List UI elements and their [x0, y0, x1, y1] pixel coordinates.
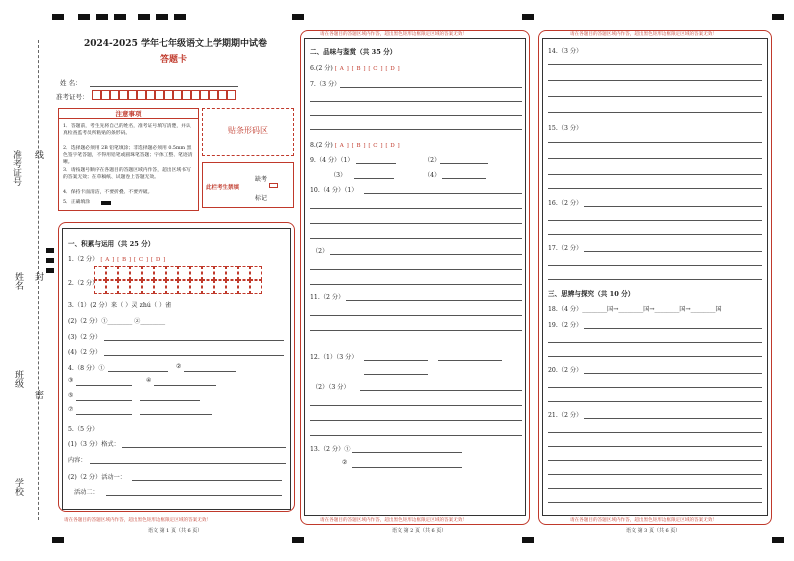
q10-line-3[interactable]: [310, 223, 522, 224]
q4-7-label: ⑦: [68, 406, 74, 413]
q1-options[interactable]: [ A ] [ B ] [ C ] [ D ]: [100, 257, 166, 263]
section-3-title: 三、思辨与探究（共 10 分）: [548, 290, 635, 298]
q6-options[interactable]: [ A ] [ B ] [ C ] [ D ]: [334, 66, 401, 72]
q16-line-2[interactable]: [548, 220, 762, 221]
q19-line-2[interactable]: [548, 342, 762, 343]
page-footer-3: 语文 第 3 页（共 6 页）: [626, 528, 681, 534]
q2-label: 2.（2 分）: [68, 280, 99, 287]
side-label-exam-no: 准考证号: [11, 150, 21, 186]
absent-mark-label: 缺考: [255, 176, 268, 183]
page-footer-1: 语文 第 1 页（共 6 页）: [148, 528, 203, 534]
section-2-title: 二、品味与鉴赏（共 35 分）: [310, 48, 397, 56]
q5-activity2-line[interactable]: [106, 495, 282, 496]
q7-label: 7.（3 分）: [310, 81, 341, 88]
side-mark: [46, 268, 54, 273]
q11-line-1[interactable]: [346, 300, 522, 301]
q4-2-label: ②: [176, 363, 182, 370]
q3-4-label: (4)（2 分）: [68, 349, 102, 356]
q5-content-line[interactable]: [90, 463, 286, 464]
q14-line-1[interactable]: [548, 64, 762, 65]
q4-4-line[interactable]: [154, 385, 216, 386]
alignment-mark: [292, 537, 304, 543]
q12-2-line-2[interactable]: [310, 405, 522, 406]
q11-line-2[interactable]: [310, 315, 522, 316]
q21-line-2[interactable]: [548, 432, 762, 433]
q10-label: 10.（4 分）（1）: [310, 187, 358, 194]
notice-box: [58, 108, 199, 211]
fill-sample: [101, 201, 111, 205]
name-field[interactable]: [90, 86, 238, 87]
q10-line-5[interactable]: [330, 254, 522, 255]
q12-2-line-1[interactable]: [360, 390, 522, 391]
q13-2-label: ②: [342, 459, 348, 466]
q16-line-1[interactable]: [584, 206, 762, 207]
q4-4-label: ④: [146, 377, 152, 384]
q12-2-label: （2）（3 分）: [312, 384, 350, 391]
alignment-mark: [78, 14, 90, 20]
q16-line-3[interactable]: [548, 234, 762, 235]
q20-line-1[interactable]: [584, 373, 762, 374]
q9-4-line[interactable]: [442, 178, 486, 179]
q17-line-1[interactable]: [584, 251, 762, 252]
q9-label: 9.（4 分）（1）: [310, 157, 354, 164]
q14-line-4[interactable]: [548, 112, 762, 113]
q15-label: 15.（3 分）: [548, 125, 583, 132]
q16-label: 16.（2 分）: [548, 200, 583, 207]
q9-1-line[interactable]: [356, 163, 396, 164]
alignment-mark: [772, 537, 784, 543]
q5-label: 5.（5 分）: [68, 426, 99, 433]
col2-notice-bottom: 请在各题目的答题区域内作答，超出黑色矩形边框限定区域的答案无效！: [320, 518, 468, 523]
q3-4-answer-line[interactable]: [104, 355, 284, 356]
q17-label: 17.（2 分）: [548, 245, 583, 252]
absent-mark-label2: 标记: [255, 195, 268, 202]
q2-writing-grid[interactable]: [94, 266, 270, 294]
side-label-line: 线: [33, 150, 43, 159]
q9-3-line[interactable]: [354, 178, 394, 179]
exam-no-label: 准考证号：: [56, 93, 89, 101]
q21-line-1[interactable]: [584, 418, 762, 419]
q9-2-line[interactable]: [440, 163, 488, 164]
alignment-mark: [138, 14, 150, 20]
alignment-mark: [292, 14, 304, 20]
q12-2-line-4[interactable]: [310, 435, 522, 436]
q3-3-answer-line[interactable]: [104, 340, 284, 341]
q4-label: 4.（8 分）①: [68, 365, 105, 372]
page-footer-2: 语文 第 2 页（共 6 页）: [392, 528, 447, 534]
alignment-mark: [52, 14, 64, 20]
q13-label: 13.（2 分）①: [310, 446, 351, 453]
q1-label: 1.（2 分） [ A ] [ B ] [ C ] [ D ]: [68, 256, 166, 263]
q18-label[interactable]: 18.（4 分）________国→________国→________国→________国: [548, 306, 722, 313]
alignment-mark: [174, 14, 186, 20]
q3-3-label: (3)（2 分）: [68, 334, 102, 341]
q12-1-line-b[interactable]: [438, 360, 502, 361]
q12-1-line-c[interactable]: [364, 374, 428, 375]
q4-5-line[interactable]: [76, 400, 132, 401]
alignment-mark: [96, 14, 108, 20]
q12-2-line-3[interactable]: [310, 420, 522, 421]
barcode-area: [202, 108, 294, 156]
q10-line-1[interactable]: [364, 193, 522, 194]
q12-label: 12.（1）（3 分）: [310, 354, 358, 361]
barcode-label: 贴条形码区: [228, 126, 268, 135]
q4-3-line[interactable]: [76, 385, 132, 386]
q19-line-3[interactable]: [548, 356, 762, 357]
q15-line-1[interactable]: [548, 142, 762, 143]
q11-line-3[interactable]: [310, 330, 522, 331]
q6-label: 6.(2 分) [ A ] [ B ] [ C ] [ D ]: [310, 65, 401, 72]
q14-line-3[interactable]: [548, 96, 762, 97]
side-label-secret: 密: [33, 390, 43, 399]
q5-content-label: 内容：: [68, 457, 87, 464]
q21-line-3[interactable]: [548, 446, 762, 447]
q20-label: 20.（2 分）: [548, 367, 583, 374]
q10-2-label: （2）: [312, 248, 329, 255]
q7-line-4[interactable]: [310, 129, 522, 130]
side-label-school: 学校: [13, 478, 23, 496]
q7-line-3[interactable]: [310, 115, 522, 116]
alignment-mark: [156, 14, 168, 20]
q15-line-3[interactable]: [548, 174, 762, 175]
page-subtitle: 答题卡: [160, 55, 188, 65]
q15-line-2[interactable]: [548, 158, 762, 159]
q3-1-label: 3.（1）(2 分）来（ ）灵 zhú（ ）雀: [68, 302, 172, 309]
side-label-name: 姓名: [13, 272, 23, 290]
side-mark: [46, 258, 54, 263]
q20-line-2[interactable]: [548, 387, 762, 388]
notice-item-5: 5．正确填涂: [63, 200, 91, 205]
q8-label: 8.(2 分) [ A ] [ B ] [ C ] [ D ]: [310, 142, 401, 149]
q4-1-line[interactable]: [108, 371, 168, 372]
q17-line-2[interactable]: [548, 265, 762, 266]
q21-line-6[interactable]: [548, 488, 762, 489]
q11-label: 11.（2 分）: [310, 294, 345, 301]
q15-line-4[interactable]: [548, 188, 762, 189]
q4-5-label: ⑤: [68, 392, 74, 399]
q20-line-3[interactable]: [548, 401, 762, 402]
q7-line-2[interactable]: [310, 101, 522, 102]
q21-line-4[interactable]: [548, 460, 762, 461]
notice-item-1: 1．答题前，考生先将自己的姓名，准考证号填写清楚，并认真检查监考员所粘贴的条形码。: [63, 124, 191, 136]
alignment-mark: [772, 14, 784, 20]
name-label: 姓 名：: [60, 79, 82, 87]
q5-2b-label: 活动二：: [74, 489, 99, 496]
q9-2-label: （2）: [424, 157, 441, 164]
col3-notice-top: 请在各题目的答题区域内作答，超出黑色矩形边框限定区域的答案无效！: [570, 32, 718, 37]
q4-7-line[interactable]: [76, 414, 132, 415]
q13-1-line[interactable]: [352, 452, 462, 453]
absent-label: 此栏考生禁填: [206, 185, 240, 191]
q8-options[interactable]: [ A ] [ B ] [ C ] [ D ]: [334, 143, 401, 149]
q5-activity1-line[interactable]: [132, 480, 282, 481]
notice-title: 注意事项: [59, 109, 198, 119]
q14-line-2[interactable]: [548, 80, 762, 81]
alignment-mark: [522, 537, 534, 543]
side-label-seal: 封: [33, 272, 43, 281]
q21-line-5[interactable]: [548, 474, 762, 475]
q10-line-2[interactable]: [310, 208, 522, 209]
q10-line-6[interactable]: [310, 269, 522, 270]
q5-1-label: (1)（3 分）格式：: [68, 441, 120, 448]
alignment-mark: [522, 14, 534, 20]
q7-line-1[interactable]: [340, 87, 522, 88]
q19-label: 19.（2 分）: [548, 322, 583, 329]
notice-item-3: 3．请按题号顺序在各题目的答题区域内作答，超出区域书写的答案无效；在草稿纸、试题卷上答题无效。: [63, 168, 191, 180]
notice-item-4: 4．保持卡面清洁，不要折叠、不要弄破。: [63, 190, 153, 195]
q4-3-label: ③: [68, 377, 74, 384]
col1-notice-bottom: 请在各题目的答题区域内作答，超出黑色矩形边框限定区域的答案无效！: [64, 518, 212, 523]
alignment-mark: [114, 14, 126, 20]
q19-line-1[interactable]: [584, 328, 762, 329]
q4-2-line[interactable]: [184, 371, 236, 372]
section-1-title: 一、积累与运用（共 25 分）: [68, 240, 155, 248]
q5-2-label: (2)（2 分）活动一：: [68, 474, 126, 481]
q21-label: 21.（2 分）: [548, 412, 583, 419]
absent-box: [202, 162, 294, 208]
q21-line-7[interactable]: [548, 502, 762, 503]
q9-4-label: （4）: [424, 172, 441, 179]
exam-no-boxes[interactable]: [92, 90, 236, 101]
col3-notice-bottom: 请在各题目的答题区域内作答，超出黑色矩形边框限定区域的答案无效！: [570, 518, 718, 523]
col2-notice-top: 请在各题目的答题区域内作答，超出黑色矩形边框限定区域的答案无效！: [320, 32, 468, 37]
q12-1-line-a[interactable]: [364, 360, 428, 361]
q5-format-line[interactable]: [122, 447, 286, 448]
q4-8-line[interactable]: [140, 414, 212, 415]
notice-item-2: 2．选择题必须用 2B 铅笔填涂；非选择题必须用 0.5mm 黑色签字笔答题，不得用铅笔或圆珠笔答题；字体工整、笔迹清晰。: [63, 146, 193, 165]
page-title: 2024-2025 学年七年级语文上学期期中试卷: [84, 39, 267, 49]
q17-line-3[interactable]: [548, 279, 762, 280]
alignment-mark: [52, 537, 64, 543]
side-label-class: 班级: [13, 370, 23, 388]
side-mark: [46, 248, 54, 253]
q10-line-4[interactable]: [310, 238, 522, 239]
q10-line-7[interactable]: [310, 284, 522, 285]
q13-2-line[interactable]: [352, 467, 462, 468]
absent-checkbox[interactable]: [269, 183, 278, 188]
q3-2-label: (2)（2 分）①________ ②________: [68, 318, 166, 325]
q9-3-label: （3）: [330, 172, 347, 179]
q14-label: 14.（3 分）: [548, 48, 583, 55]
q4-6-line[interactable]: [140, 400, 200, 401]
col3-inner: [542, 38, 768, 516]
